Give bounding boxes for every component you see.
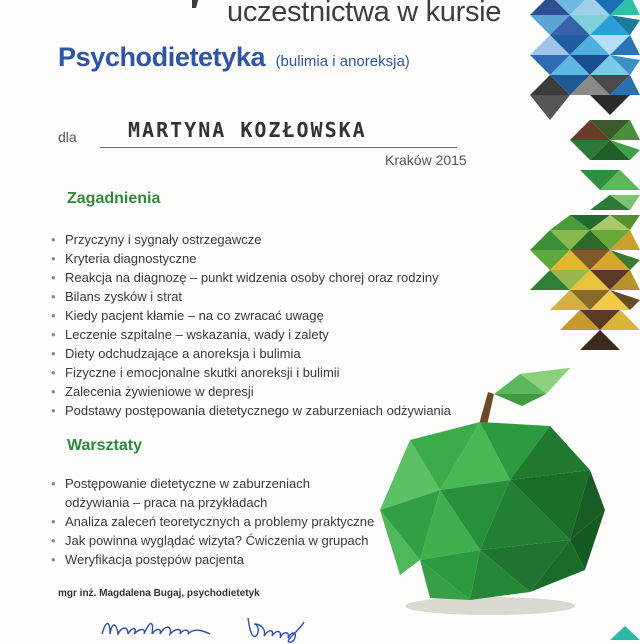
list-item: • Jak powinna wyglądać wizyta? Ćwiczenia w grupach <box>51 531 374 550</box>
signatory-name: mgr inż. Magdalena Bugaj, psychodietetyk <box>58 588 260 599</box>
list-item: • Kryteria diagnostyczne <box>51 249 451 268</box>
course-title-main: Psychodietetyka <box>58 42 266 72</box>
course-title-sub: (bulimia i anoreksja) <box>275 53 410 70</box>
list-item: • Weryfikacja postępów pacjenta <box>51 550 374 569</box>
list-item: • Leczenie szpitalne – wskazania, wady i zalety <box>51 325 451 344</box>
name-underline <box>100 147 457 148</box>
for-label: dla <box>58 129 77 145</box>
list-item: • Reakcja na diagnozę – punkt widzenia osoby chorej oraz rodziny <box>51 268 451 287</box>
recipient-name: MARTYNA KOZŁOWSKA <box>128 118 367 142</box>
workshops-list <box>51 474 374 569</box>
decorative-triangles-pattern <box>520 0 640 360</box>
list-item: • Analiza zaleceń teoretycznych a problemy praktyczne <box>51 512 374 531</box>
corner-decoration-icon <box>610 622 640 640</box>
workshops-heading: Warsztaty <box>67 437 142 454</box>
green-apple-illustration <box>370 360 615 625</box>
list-item: • Fizyczne i emocjonalne skutki anoreksji i bulimii <box>51 363 451 382</box>
list-item: • Kiedy pacjent kłamie – na co zwracać uwagę <box>51 306 451 325</box>
course-title <box>58 42 410 73</box>
list-item: • Podstawy postępowania dietetycznego w zaburzeniach odżywiania <box>51 401 451 420</box>
certificate-subtitle: uczestnictwa w kursie <box>227 0 502 28</box>
place-date: Kraków 2015 <box>385 152 467 168</box>
title-flourish-icon <box>186 0 216 16</box>
topics-heading: Zagadnienia <box>67 190 161 207</box>
list-item: • Zalecenia żywieniowe w depresji <box>51 382 451 401</box>
list-item: • Bilans zysków i strat <box>51 287 451 306</box>
list-item-continuation: odżywiania – praca na przykładach <box>65 495 268 510</box>
list-item: • Diety odchudzające a anoreksja i bulimia <box>51 344 451 363</box>
signature-image <box>98 612 338 644</box>
list-item: • Postępowanie dietetyczne w zaburzeniach <box>51 474 374 493</box>
list-item: • Przyczyny i sygnały ostrzegawcze <box>51 230 451 249</box>
